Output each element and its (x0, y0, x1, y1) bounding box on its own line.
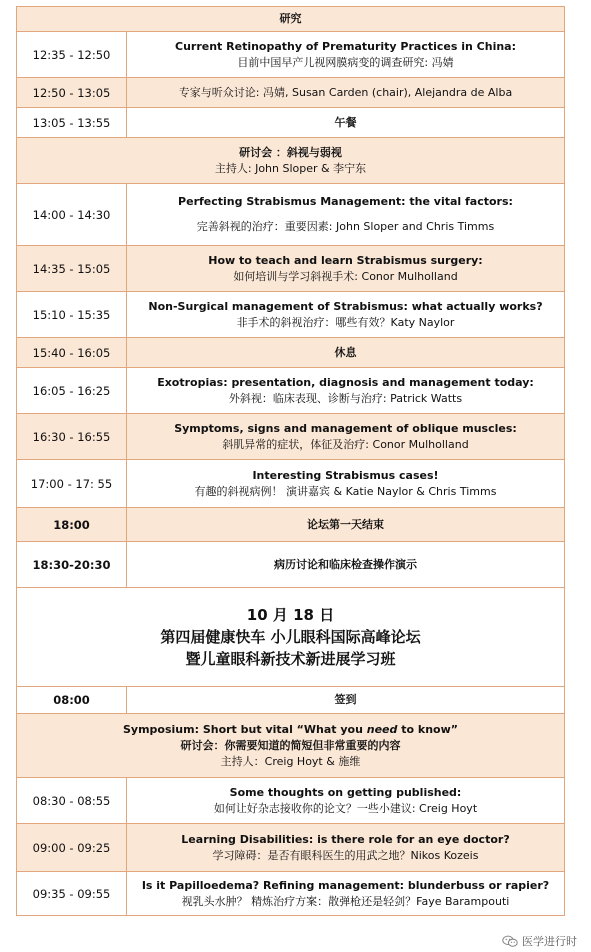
time-cell: 18:30-20:30 (17, 542, 127, 587)
schedule-row (16, 184, 565, 246)
row-content (17, 714, 564, 777)
time-cell: 15:10 - 15:35 (17, 292, 127, 337)
session-heading: 研讨会 ：斜视与弱视 (239, 145, 342, 159)
schedule-row (16, 508, 565, 542)
schedule-row (16, 108, 565, 138)
row-content (127, 368, 564, 413)
talk-title: Non-Surgical management of Strabismus: what actually works? (148, 299, 543, 313)
row-content (127, 108, 564, 137)
time-cell: 13:05 - 13:55 (17, 108, 127, 137)
time-cell: 08:00 (17, 687, 127, 713)
row-content (127, 824, 564, 871)
talk-subtitle: 非手术的斜视治疗：哪些有效？Katy Naylor (236, 315, 455, 329)
session-subheading: 研讨会：你需要知道的简短但非常重要的内容 (180, 738, 401, 752)
row-content (17, 138, 564, 183)
row-content (127, 338, 564, 367)
wechat-icon (502, 935, 518, 948)
talk-title: Learning Disabilities: is there role for an eye doctor? (181, 832, 510, 846)
schedule-row (16, 368, 565, 414)
talk-title: Exotropias: presentation, diagnosis and management today: (157, 375, 534, 389)
session-chair: 主持人: John Sloper & 李宁东 (214, 161, 367, 175)
time-cell: 18:00 (17, 508, 127, 541)
day-banner (16, 588, 565, 686)
row-content (127, 292, 564, 337)
schedule-row (16, 138, 565, 184)
schedule-row (16, 542, 565, 588)
schedule-row (16, 460, 565, 508)
schedule-row (16, 6, 565, 32)
talk-title: Symptoms, signs and management of oblique muscles: (174, 421, 517, 435)
time-cell: 14:00 - 14:30 (17, 184, 127, 245)
row-content (127, 414, 564, 459)
talk-subtitle: 学习障碍：是否有眼科医生的用武之地？Nikos Kozeis (212, 848, 479, 862)
time-cell: 16:05 - 16:25 (17, 368, 127, 413)
banner-subtitle: 暨儿童眼科新技术新进展学习班 (185, 650, 396, 668)
time-cell: 16:30 - 16:55 (17, 414, 127, 459)
schedule-row (16, 686, 565, 714)
talk-subtitle: 目前中国早产儿视网膜病变的调查研究: 冯婧 (237, 55, 454, 69)
row-content (127, 778, 564, 823)
schedule-row (16, 338, 565, 368)
schedule-row (16, 32, 565, 78)
schedule-row (16, 872, 565, 916)
talk-subtitle: 有趣的斜视病例！ 演讲嘉宾 & Katie Naylor & Chris Timms (194, 484, 497, 498)
talk-title: Some thoughts on getting published: (229, 785, 462, 799)
break-label: 午餐 (334, 115, 357, 129)
talk-title: Perfecting Strabismus Management: the vital factors: (178, 195, 513, 209)
row-content (127, 508, 564, 541)
time-cell: 09:35 - 09:55 (17, 872, 127, 915)
schedule-row (16, 292, 565, 338)
schedule-row (16, 778, 565, 824)
event-label: 病历讨论和临床检查操作演示 (274, 557, 417, 571)
watermark (502, 933, 577, 949)
schedule-row (16, 78, 565, 108)
banner-date: 10 月 18 日 (246, 606, 335, 624)
emphasis-text: need (366, 722, 398, 736)
watermark-text: 医学进行时 (522, 935, 577, 948)
row-content (17, 7, 564, 31)
session-chair: 主持人：Creig Hoyt & 施维 (220, 754, 361, 768)
row-content (127, 542, 564, 587)
row-content (127, 460, 564, 507)
row-content (127, 246, 564, 291)
day-end-label: 论坛第一天结束 (307, 517, 384, 531)
talk-subtitle: 完善斜视的治疗：重要因素: John Sloper and Chris Timms (196, 219, 495, 233)
talk-subtitle: 外斜视：临床表现、诊断与治疗: Patrick Watts (228, 391, 463, 405)
row-content (127, 184, 564, 245)
break-label: 休息 (334, 345, 357, 359)
talk-title: Interesting Strabismus cases! (252, 468, 439, 482)
time-cell: 12:35 - 12:50 (17, 32, 127, 77)
talk-subtitle: 专家与听众讨论: 冯婧, Susan Carden (chair), Alejandra de Alba (178, 85, 513, 99)
talk-subtitle: 如何培训与学习斜视手术: Conor Mulholland (233, 269, 458, 283)
talk-title: Current Retinopathy of Prematurity Practices in China: (175, 39, 516, 53)
row-content (127, 32, 564, 77)
schedule-row (16, 246, 565, 292)
time-cell: 09:00 - 09:25 (17, 824, 127, 871)
time-cell: 17:00 - 17: 55 (17, 460, 127, 507)
time-cell: 08:30 - 08:55 (17, 778, 127, 823)
schedule-row (16, 714, 565, 778)
row-content (127, 872, 564, 915)
registration-label: 签到 (334, 693, 357, 706)
section-heading: 研究 (279, 12, 302, 25)
row-content (127, 687, 564, 713)
banner-title: 第四届健康快车 小儿眼科国际高峰论坛 (160, 628, 421, 646)
talk-subtitle: 视乳头水肿？ 精炼治疗方案：散弹枪还是轻剑？Faye Barampouti (181, 894, 510, 908)
schedule-row (16, 824, 565, 872)
time-cell: 15:40 - 16:05 (17, 338, 127, 367)
talk-title: How to teach and learn Strabismus surgery: (208, 253, 483, 267)
time-cell: 12:50 - 13:05 (17, 78, 127, 107)
talk-title: Is it Papilloedema? Refining management: blunderbuss or rapier? (141, 878, 550, 892)
talk-subtitle: 如何让好杂志接收你的论文？一些小建议: Creig Hoyt (213, 801, 478, 815)
talk-subtitle: 斜肌异常的症状，体征及治疗: Conor Mulholland (222, 437, 469, 451)
row-content (127, 78, 564, 107)
schedule-row (16, 414, 565, 460)
time-cell: 14:35 - 15:05 (17, 246, 127, 291)
session-heading: Symposium: Short but vital “What you need to know” (123, 722, 458, 736)
